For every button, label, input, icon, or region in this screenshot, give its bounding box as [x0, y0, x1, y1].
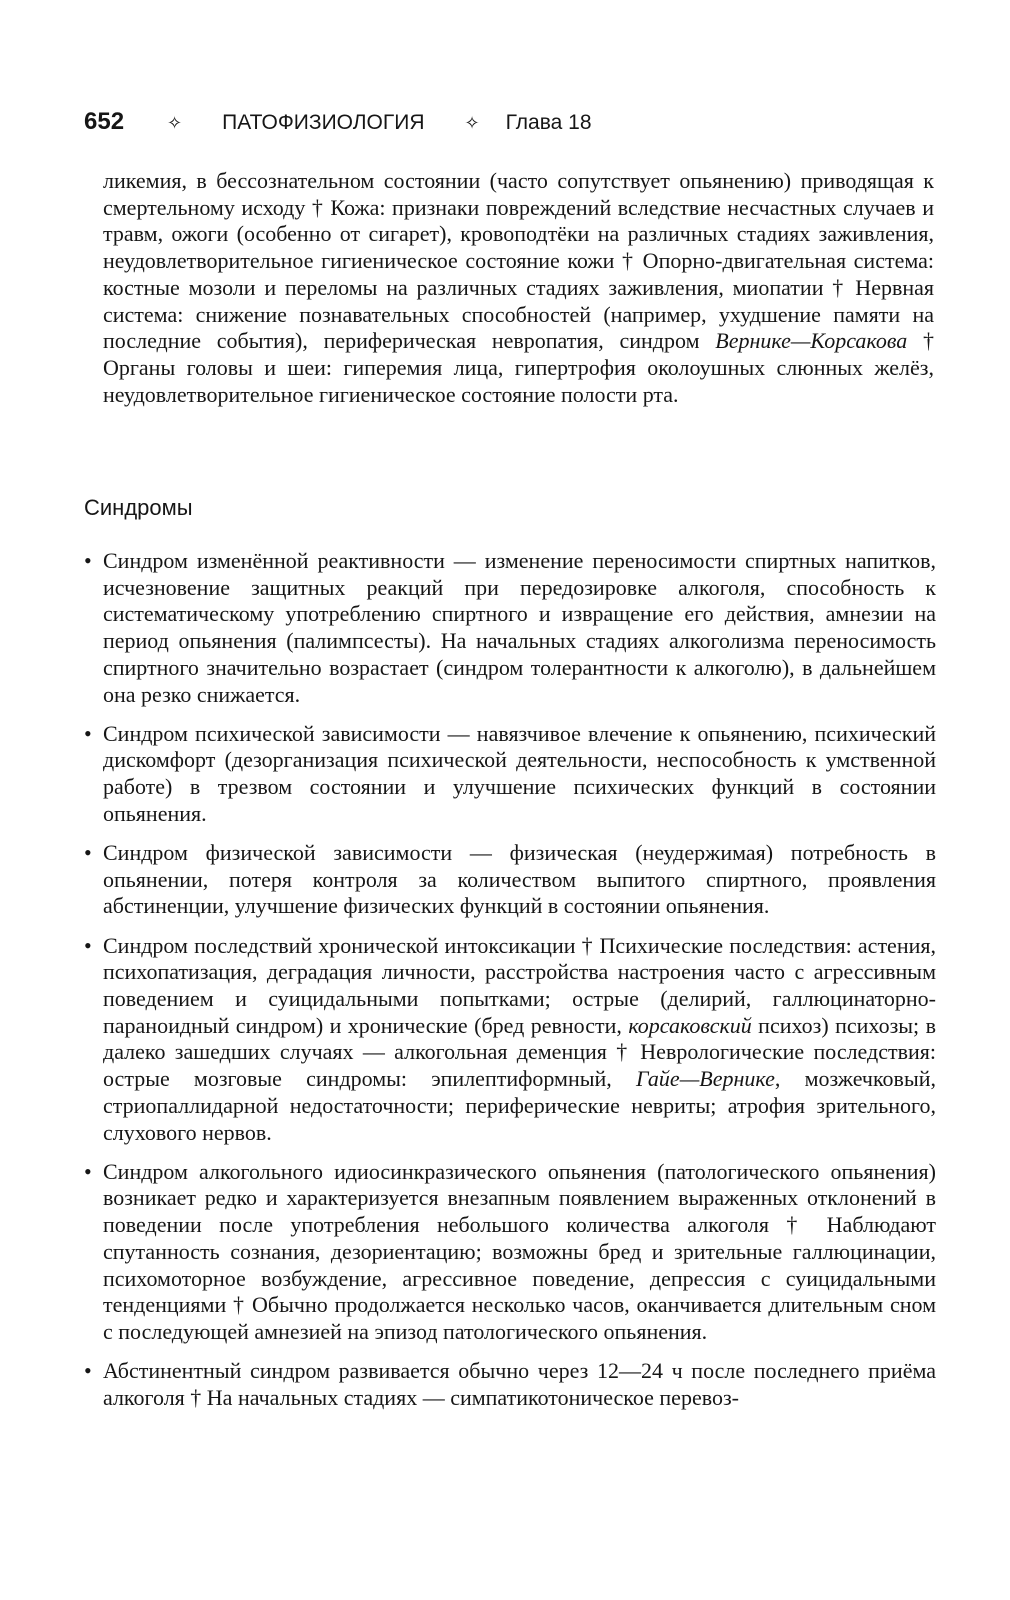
- list-item: • Абстинентный синдром развивается обычно через 12—24 ч после последнего приёма алкоголя † На начальных стадиях — симпатикотоническое перевоз-: [84, 1358, 936, 1410]
- list-item: • Синдром последствий хронической интоксикации † Психические последствия: астения, психопатизация, деградация личности, расстройства настроения часто с агрессивным поведением и суицидальными попытками; острые (делирий, галлюцинаторно-параноидный синдром) и хронические (бред ревности, корсаковский психоз) психозы; в далеко зашедших случаях — алкогольная деменция † Неврологические последствия: острые мозговые синдромы: эпилептиформный, Гайе—Вернике, мозжечковый, стриопаллидарной недостаточности; периферические невриты; атрофия зрительного, слухового нервов.: [84, 932, 936, 1145]
- bullet-icon: •: [84, 548, 92, 573]
- bullet-icon: •: [84, 1158, 92, 1184]
- eponym-italic: Гайе—Вернике: [635, 1066, 775, 1092]
- diamond-separator-icon: ✧: [464, 113, 480, 133]
- bullet-icon: •: [84, 720, 92, 746]
- book-title: ПАТОФИЗИОЛОГИЯ: [222, 111, 425, 134]
- list-item: • Синдром физической зависимости — физическая (неудержимая) потребность в опьянении, потеря контроля за количеством выпитого спиртного, проявления абстиненции, улучшение физических функций в состоянии опьянения.: [84, 840, 936, 919]
- eponym-italic: Вернике—Корсакова: [715, 328, 908, 354]
- eponym-italic: корсаковский: [628, 1012, 752, 1038]
- list-item: • Синдром психической зависимости — навязчивое влечение к опьянению, психический дискомфорт (дезорганизация психической деятельности, неспособность к умственной работе) в трезвом состоянии и улучшение психических функций в состоянии опьянения.: [84, 720, 936, 826]
- list-item: • Синдром алкогольного идиосинкразического опьянения (патологического опьянения) возникает редко и характеризуется внезапным появлением выраженных отклонений в поведении после употребления небольшого количества алкоголя † Наблюдают спутанность сознания, дезориентацию; возможны бред и зрительные галлюцинации, психомоторное возбуждение, агрессивное поведение, депрессия с суицидальными тенденциями † Обычно продолжается несколько часов, оканчивается длительным сном с последующей амнезией на эпизод патологического опьянения.: [84, 1158, 936, 1344]
- bullet-icon: •: [84, 1358, 92, 1384]
- chapter-label: Глава 18: [505, 111, 592, 134]
- bullet-icon: •: [84, 840, 92, 866]
- bullet-icon: •: [84, 932, 92, 958]
- list-item: • Синдром изменённой реактивности — изменение переносимости спиртных напитков, исчезновение защитных реакций при передозировке алкоголя, способность к систематическому употреблению спиртного и извращение его действия, амнезии на период опьянения (палимпсесты). На начальных стадиях алкоголизма переносимость спиртного значительно возрастает (синдром толерантности к алкоголю), в дальнейшем она резко снижается.: [84, 548, 936, 707]
- page-number: 652: [84, 108, 125, 135]
- diamond-separator-icon: ✧: [167, 113, 183, 133]
- section-heading: Синдромы: [84, 495, 193, 520]
- running-header: [84, 108, 592, 142]
- syndrome-list: [84, 548, 936, 1424]
- intro-paragraph: ликемия, в бессознательном состоянии (часто сопутствует опьянению) приводящая к смертельному исходу † Кожа: признаки повреждений вследствие несчастных случаев и травм, ожоги (особенно от сигарет), кровоподтёки на различных стадиях заживления, неудовлетворительное гигиеническое состояние кожи † Опорно-двигательная система: костные мозоли и переломы на различных стадиях заживления, миопатии † Нервная система: снижение познавательных способностей (например, ухудшение памяти на последние события), периферическая невропатия, синдром Вернике—Корсакова † Органы головы и шеи: гиперемия лица, гипертрофия околоушных слюнных желёз, неудовлетворительное гигиеническое состояние полости рта.: [103, 168, 935, 407]
